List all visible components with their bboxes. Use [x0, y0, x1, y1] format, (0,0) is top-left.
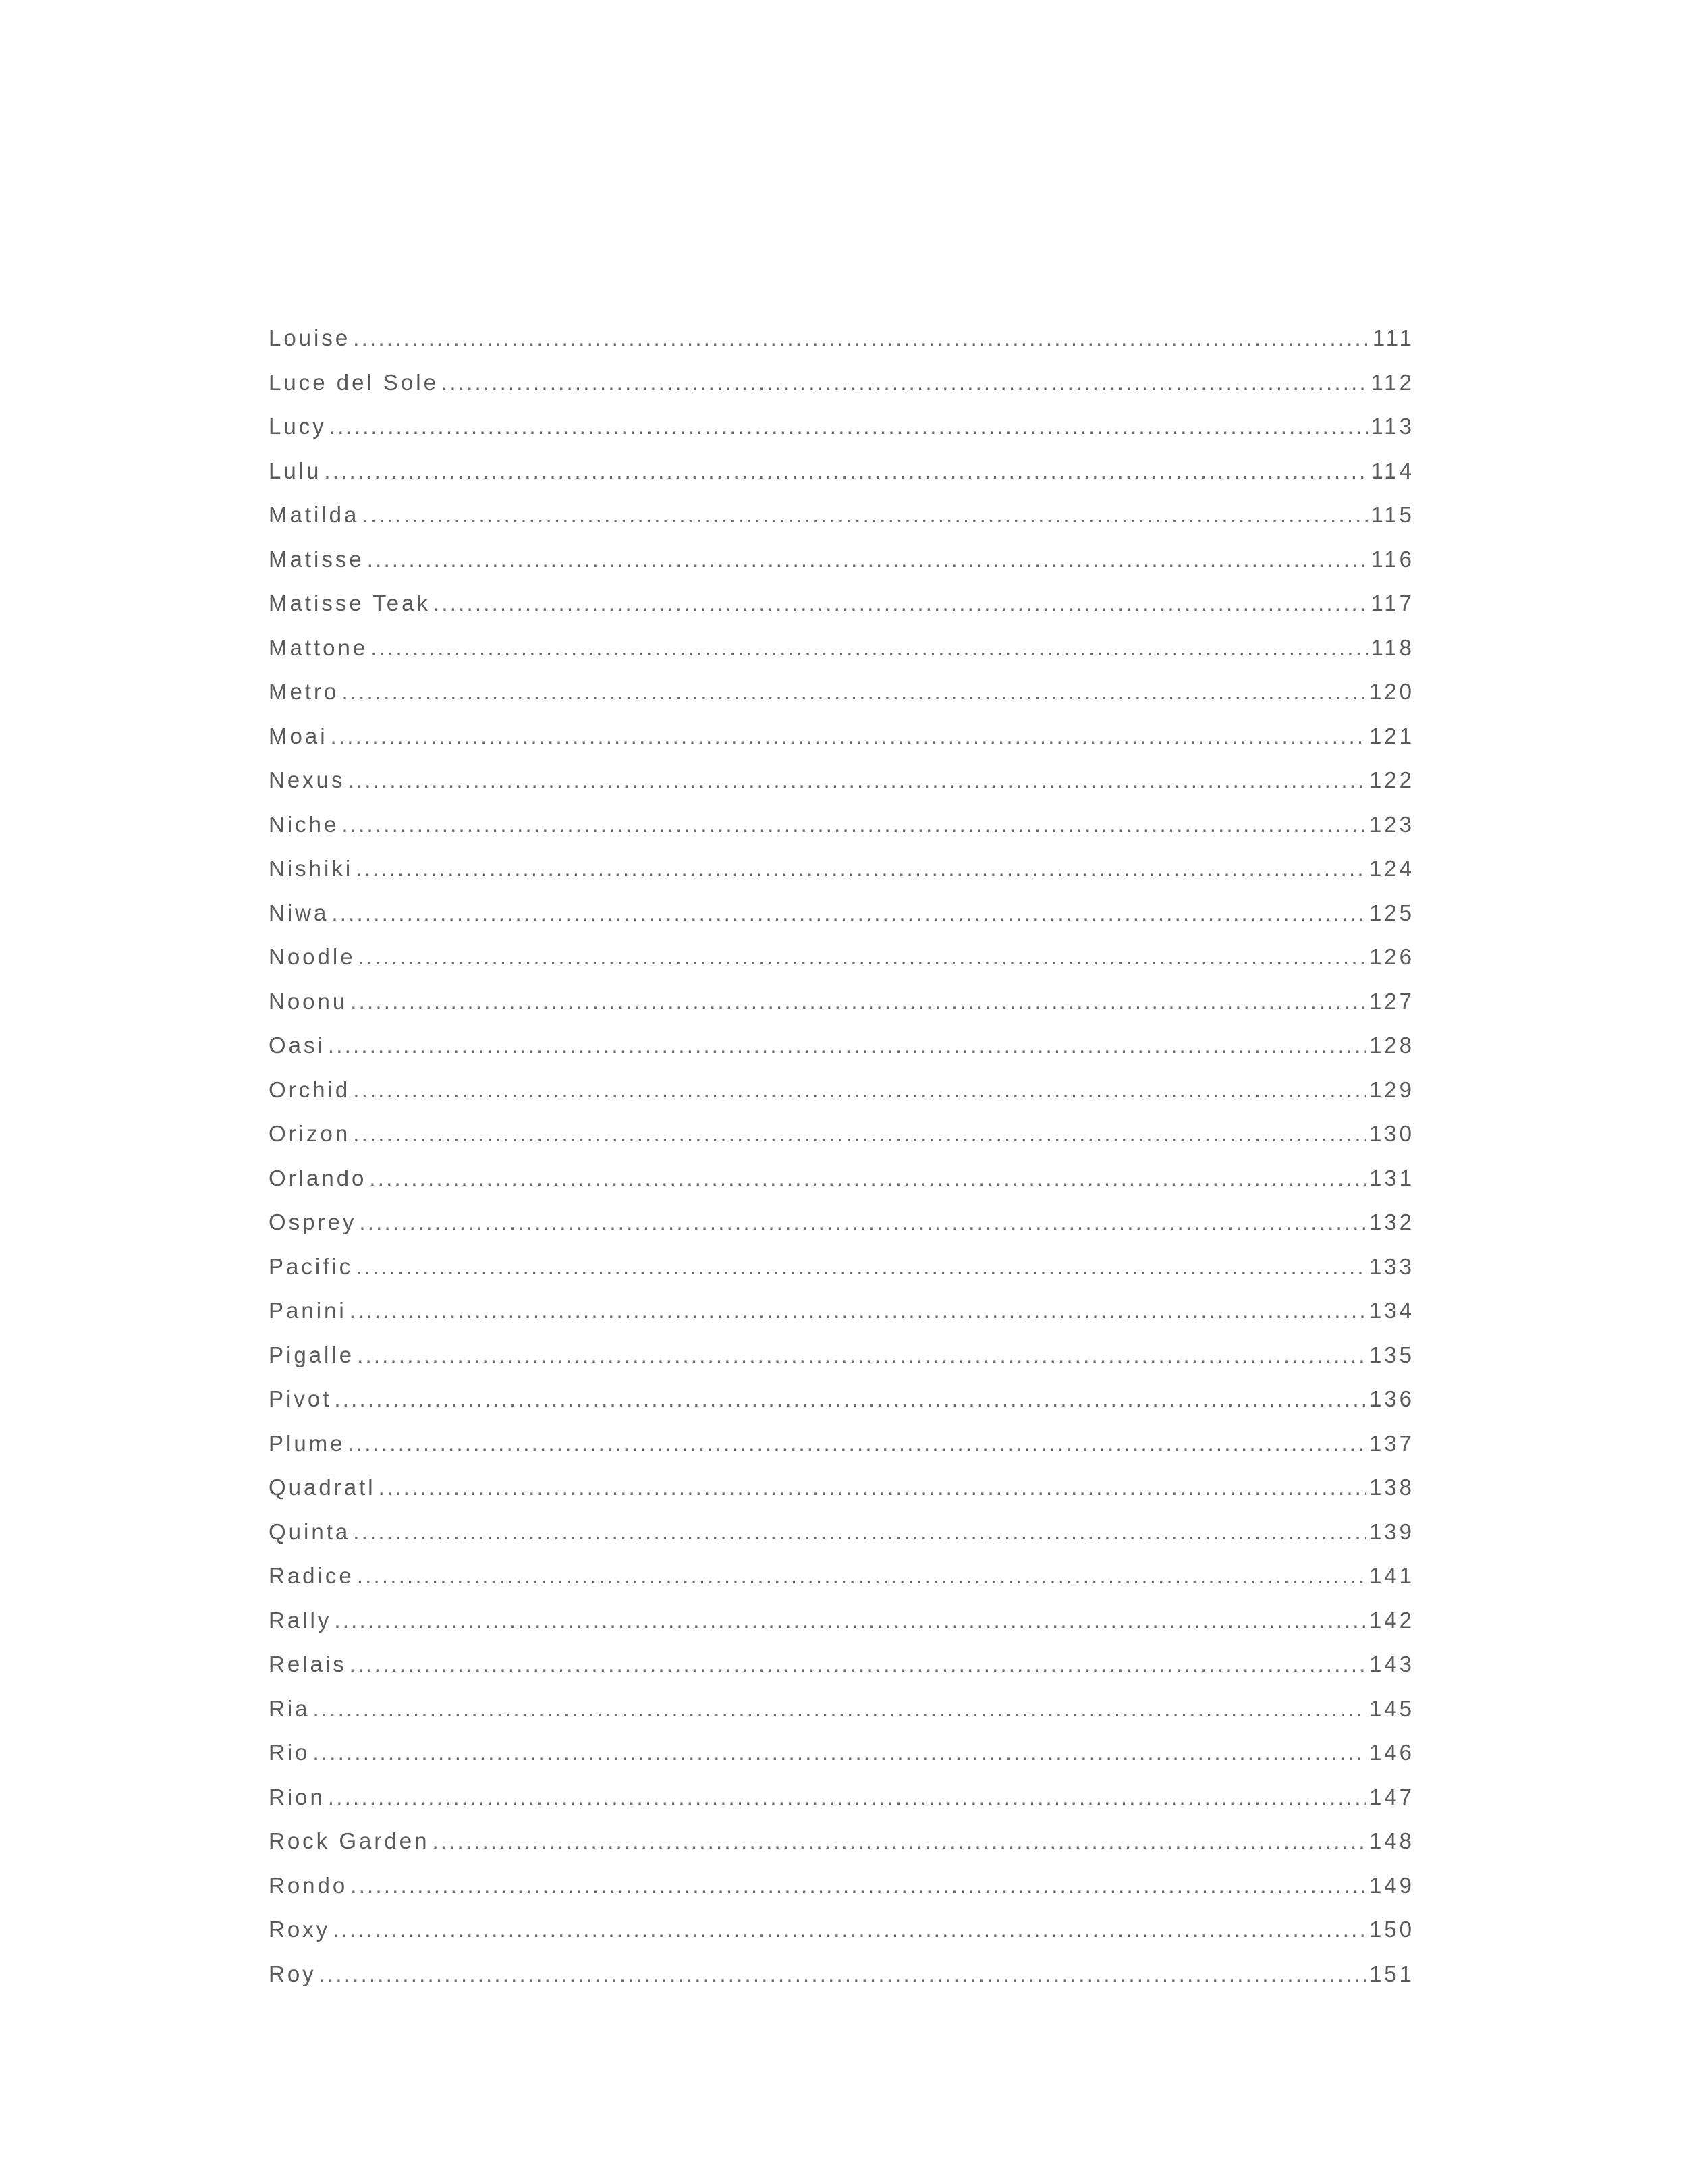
toc-entry	[269, 1730, 1412, 1775]
dot-leader	[348, 1421, 1366, 1466]
dot-leader	[367, 537, 1368, 582]
toc-entry-page-number: 145	[1368, 1695, 1414, 1721]
toc-entry	[269, 1465, 1412, 1510]
toc-entry-name: Rondo	[269, 1872, 348, 1898]
toc-entry	[269, 581, 1412, 626]
toc-entry	[269, 1598, 1412, 1643]
dot-leader	[313, 1730, 1366, 1775]
toc-entry-name: Orchid	[269, 1076, 351, 1102]
toc-entry-page-number: 139	[1368, 1519, 1414, 1544]
toc-entry-page-number: 123	[1368, 811, 1414, 837]
toc-entry	[269, 1421, 1412, 1466]
toc-entry	[269, 1907, 1412, 1952]
toc-entry-page-number: 134	[1368, 1298, 1414, 1323]
toc-entry	[269, 670, 1412, 714]
toc-entry-name: Nexus	[269, 767, 345, 792]
toc-entry	[269, 1245, 1412, 1289]
toc-entry-name: Rion	[269, 1784, 325, 1809]
toc-entry-page-number: 148	[1368, 1828, 1414, 1853]
toc-entry-page-number: 129	[1368, 1076, 1414, 1102]
toc-entry-name: Matisse	[269, 546, 364, 572]
dot-leader	[356, 1245, 1366, 1289]
toc-entry-page-number: 141	[1368, 1563, 1414, 1588]
toc-entry-name: Pacific	[269, 1253, 354, 1279]
toc-entry-page-number: 122	[1368, 767, 1414, 792]
toc-entry-page-number: 118	[1371, 634, 1414, 660]
toc-entry-page-number: 131	[1368, 1165, 1414, 1191]
toc-entry-page-number: 124	[1368, 856, 1414, 881]
toc-entry-name: Radice	[269, 1563, 354, 1588]
dot-leader	[319, 1952, 1366, 1996]
dot-leader	[329, 404, 1368, 449]
toc-entry-page-number: 136	[1368, 1386, 1414, 1411]
toc-entry-name: Nishiki	[269, 856, 354, 881]
toc-entry-page-number: 151	[1368, 1961, 1414, 1986]
dot-leader	[350, 1288, 1366, 1333]
toc-entry-name: Relais	[269, 1651, 347, 1676]
toc-entry-name: Oasi	[269, 1033, 325, 1058]
toc-entry-page-number: 130	[1368, 1121, 1414, 1146]
dot-leader	[441, 360, 1368, 405]
toc-entry-name: Louise	[269, 325, 351, 350]
toc-entry	[269, 979, 1412, 1024]
toc-entry-name: Mattone	[269, 634, 368, 660]
toc-entry	[269, 404, 1412, 449]
dot-leader	[358, 935, 1366, 979]
toc-entry-name: Rock Garden	[269, 1828, 430, 1853]
dot-leader	[379, 1465, 1366, 1510]
toc-entry	[269, 537, 1412, 582]
toc-entry-name: Quadratl	[269, 1475, 376, 1500]
toc-entry-page-number: 133	[1368, 1253, 1414, 1279]
toc-entry-name: Ria	[269, 1695, 310, 1721]
toc-entry-page-number: 132	[1368, 1209, 1414, 1234]
toc-entry-page-number: 142	[1368, 1607, 1414, 1633]
toc-entry-name: Lucy	[269, 414, 327, 439]
dot-leader	[369, 1156, 1366, 1201]
toc-entry	[269, 1156, 1412, 1201]
toc-entry-name: Moai	[269, 723, 328, 748]
toc-entry	[269, 802, 1412, 847]
toc-entry-page-number: 111	[1372, 325, 1414, 350]
toc-entry	[269, 1952, 1412, 1996]
toc-entry-name: Matisse Teak	[269, 591, 431, 616]
dot-leader	[348, 758, 1366, 802]
toc-entry-name: Plume	[269, 1430, 345, 1456]
toc-entry-name: Luce del Sole	[269, 369, 439, 395]
toc-entry	[269, 316, 1412, 360]
dot-leader	[324, 449, 1368, 493]
toc-entry	[269, 1819, 1412, 1863]
table-of-contents	[269, 316, 1412, 1996]
dot-leader	[328, 1023, 1366, 1068]
toc-entry-name: Niwa	[269, 900, 329, 925]
toc-entry	[269, 1775, 1412, 1820]
toc-entry-page-number: 135	[1368, 1342, 1414, 1367]
toc-entry	[269, 1377, 1412, 1421]
dot-leader	[331, 714, 1366, 759]
toc-entry-name: Orlando	[269, 1165, 367, 1191]
dot-leader	[333, 1907, 1366, 1952]
toc-entry	[269, 1333, 1412, 1377]
dot-leader	[356, 846, 1366, 891]
dot-leader	[357, 1554, 1366, 1598]
toc-entry-name: Pigalle	[269, 1342, 355, 1367]
toc-entry	[269, 1510, 1412, 1554]
dot-leader	[341, 670, 1366, 714]
dot-leader	[334, 1377, 1366, 1421]
toc-entry-name: Rio	[269, 1740, 310, 1765]
toc-entry	[269, 626, 1412, 670]
dot-leader	[350, 1863, 1366, 1908]
toc-entry	[269, 891, 1412, 935]
toc-entry-page-number: 115	[1371, 502, 1414, 527]
toc-entry	[269, 714, 1412, 759]
toc-entry-name: Noonu	[269, 988, 348, 1014]
toc-entry	[269, 1642, 1412, 1687]
toc-entry	[269, 758, 1412, 802]
dot-leader	[370, 626, 1368, 670]
toc-entry-page-number: 150	[1368, 1917, 1414, 1942]
dot-leader	[353, 1112, 1366, 1156]
toc-entry	[269, 1112, 1412, 1156]
dot-leader	[331, 891, 1366, 935]
toc-entry	[269, 493, 1412, 537]
toc-entry-page-number: 114	[1371, 458, 1414, 483]
toc-entry-page-number: 113	[1371, 414, 1414, 439]
dot-leader	[357, 1333, 1366, 1377]
toc-entry-name: Metro	[269, 679, 339, 704]
dot-leader	[362, 493, 1368, 537]
toc-entry-page-number: 117	[1371, 591, 1414, 616]
toc-entry-name: Quinta	[269, 1519, 351, 1544]
toc-entry-page-number: 147	[1368, 1784, 1414, 1809]
toc-entry	[269, 935, 1412, 979]
toc-entry-page-number: 149	[1368, 1872, 1414, 1898]
dot-leader	[353, 316, 1370, 360]
toc-entry-name: Rally	[269, 1607, 332, 1633]
dot-leader	[350, 1642, 1366, 1687]
toc-entry-page-number: 128	[1368, 1033, 1414, 1058]
toc-entry-name: Orizon	[269, 1121, 351, 1146]
toc-entry-name: Niche	[269, 811, 339, 837]
toc-entry-page-number: 146	[1368, 1740, 1414, 1765]
toc-entry-page-number: 127	[1368, 988, 1414, 1014]
toc-entry	[269, 1554, 1412, 1598]
toc-entry-name: Pivot	[269, 1386, 332, 1411]
toc-entry	[269, 1288, 1412, 1333]
toc-entry	[269, 1200, 1412, 1245]
toc-entry-page-number: 137	[1368, 1430, 1414, 1456]
toc-entry-page-number: 138	[1368, 1475, 1414, 1500]
dot-leader	[433, 581, 1368, 626]
toc-entry	[269, 1023, 1412, 1068]
dot-leader	[334, 1598, 1366, 1643]
toc-entry-name: Roxy	[269, 1917, 331, 1942]
toc-entry-page-number: 143	[1368, 1651, 1414, 1676]
toc-entry-page-number: 112	[1371, 369, 1414, 395]
toc-entry-name: Osprey	[269, 1209, 357, 1234]
dot-leader	[328, 1775, 1366, 1820]
toc-entry	[269, 360, 1412, 405]
toc-entry	[269, 449, 1412, 493]
toc-entry-name: Matilda	[269, 502, 360, 527]
dot-leader	[313, 1687, 1366, 1731]
toc-entry	[269, 1068, 1412, 1112]
dot-leader	[432, 1819, 1366, 1863]
dot-leader	[353, 1068, 1366, 1112]
dot-leader	[359, 1200, 1366, 1245]
toc-entry-name: Roy	[269, 1961, 316, 1986]
toc-entry-page-number: 121	[1368, 723, 1414, 748]
dot-leader	[341, 802, 1366, 847]
toc-entry-name: Noodle	[269, 944, 356, 969]
toc-entry-name: Lulu	[269, 458, 322, 483]
dot-leader	[353, 1510, 1366, 1554]
toc-entry-page-number: 120	[1368, 679, 1414, 704]
toc-entry-page-number: 116	[1371, 546, 1414, 572]
toc-entry-page-number: 125	[1368, 900, 1414, 925]
toc-entry-name: Panini	[269, 1298, 347, 1323]
toc-entry-page-number: 126	[1368, 944, 1414, 969]
dot-leader	[350, 979, 1366, 1024]
toc-entry	[269, 1687, 1412, 1731]
toc-entry	[269, 846, 1412, 891]
toc-entry	[269, 1863, 1412, 1908]
